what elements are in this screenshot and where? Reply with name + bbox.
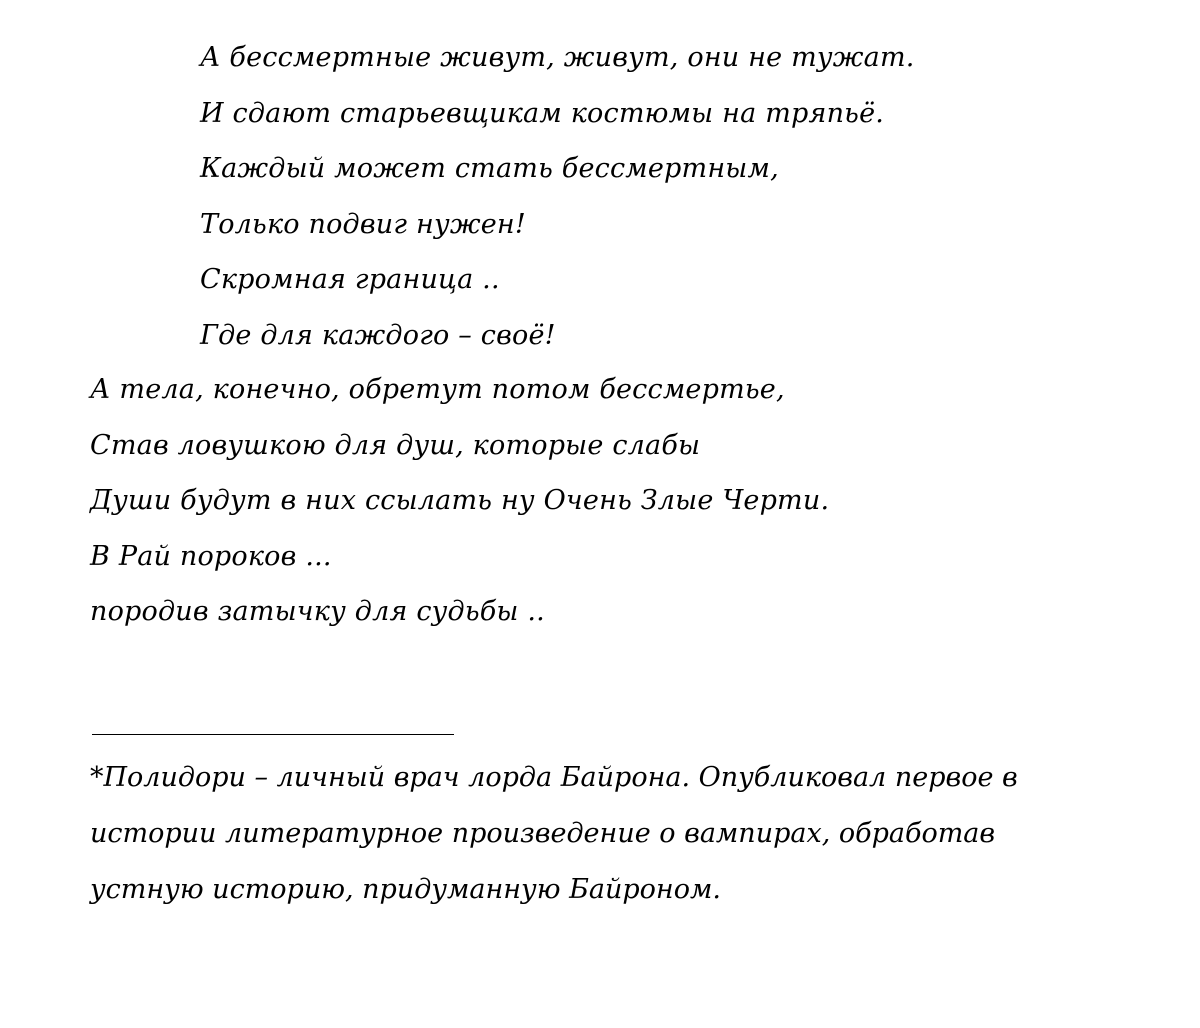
poem-line: Только подвиг нужен!	[200, 208, 526, 240]
poem-stanza-2	[90, 362, 829, 640]
footnote-line: *Полидори – личный врач лорда Байрона. Опубликовал первое в	[90, 762, 1018, 793]
poem-line: В Рай пороков ...	[90, 540, 332, 572]
poem-line: Скромная граница ..	[200, 264, 500, 295]
footnote-line: устную историю, придуманную Байроном.	[90, 874, 721, 905]
poem-line: породив затычку для судьбы ..	[90, 596, 545, 627]
footnote	[90, 750, 1170, 918]
poem-line: А тела, конечно, обретут потом бессмертье,	[90, 374, 785, 405]
poem-line: Став ловушкою для душ, которые слабы	[90, 429, 701, 461]
poem-line: Души будут в них ссылать ну Очень Злые Черти.	[90, 485, 830, 516]
poem-line: А бессмертные живут, живут, они не тужат.	[200, 42, 915, 73]
footnote-divider	[92, 734, 454, 735]
poem-line: И сдают старьевщикам костюмы на тряпьё.	[200, 97, 885, 129]
poem-line: Каждый может стать бессмертным,	[200, 153, 779, 184]
footnote-line: истории литературное произведение о вампирах, обработав	[90, 818, 996, 849]
poem-line: Где для каждого – своё!	[200, 319, 556, 351]
poem-stanza-1	[200, 30, 915, 363]
